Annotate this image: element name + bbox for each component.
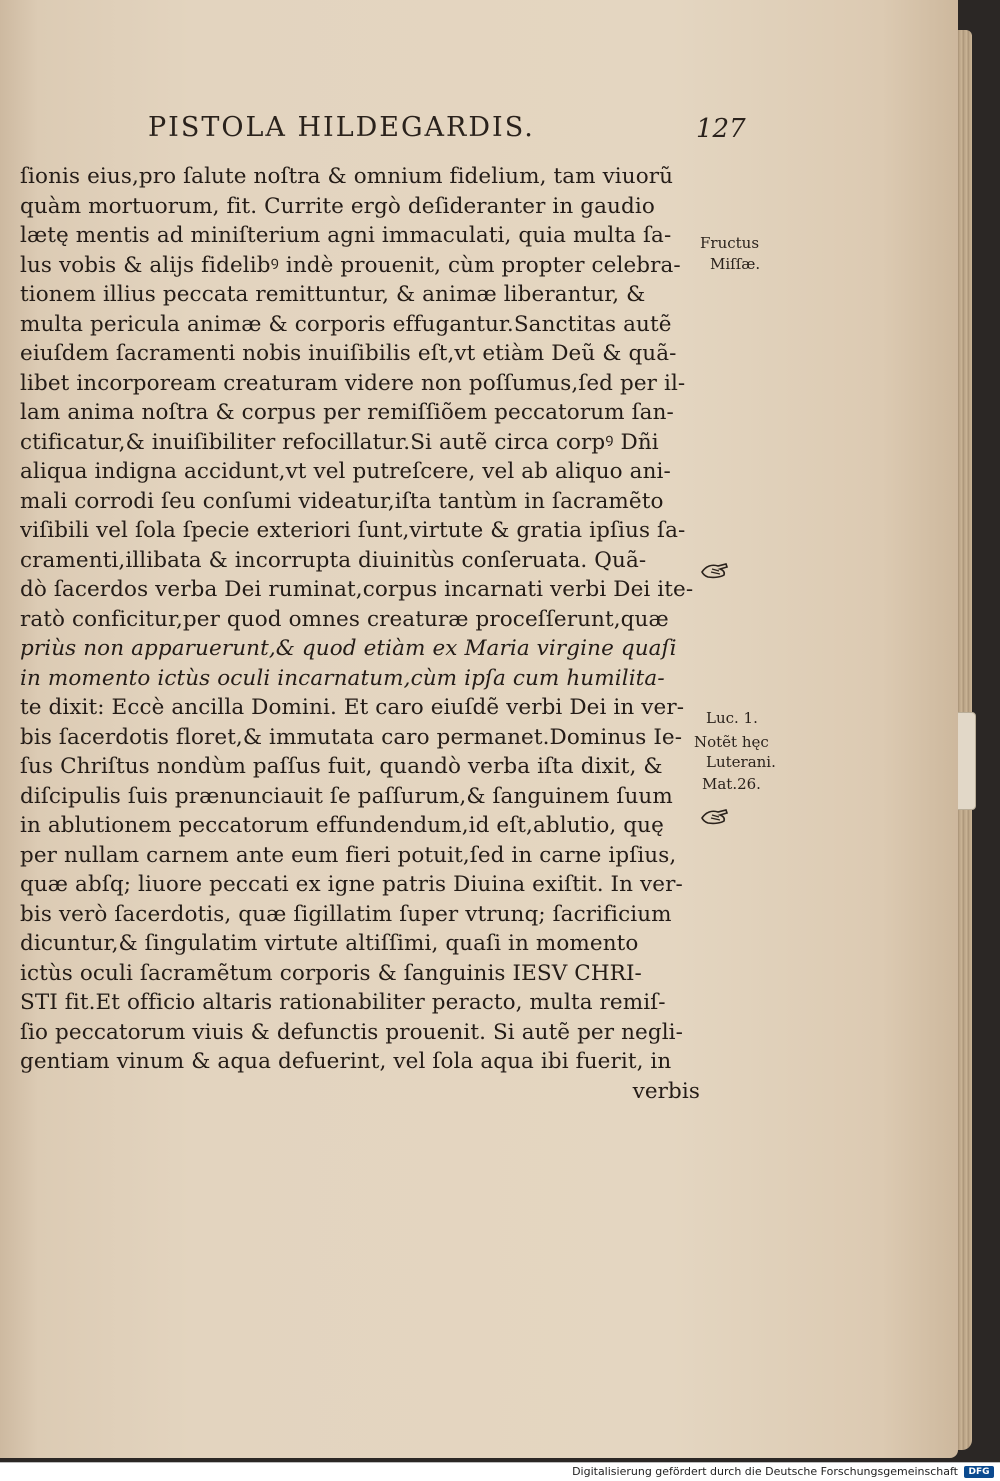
text-line: STI fit.Et officio altaris rationabiliter peracto, multa remiſ- xyxy=(20,990,666,1015)
dfg-logo: DFG xyxy=(964,1466,994,1478)
margin-note-fructus: Fructus xyxy=(700,234,760,252)
text-line: ictùs oculi ſacramẽtum corporis & ſanguinis IESV CHRI- xyxy=(20,960,642,986)
manicule-icon xyxy=(700,560,730,582)
text-line: multa pericula animæ & corporis effugantur.Sanctitas autẽ xyxy=(20,311,672,337)
text-line: aliqua indigna accidunt,vt vel putreſcere, vel ab aliquo ani- xyxy=(20,459,671,484)
text-line: gentiam vinum & aqua defuerint, vel ſola aqua ibi fuerit, in xyxy=(20,1049,672,1074)
margin-note-luc: Luc. 1. xyxy=(706,709,758,727)
catchword: verbis xyxy=(632,1078,700,1104)
text-line: eiuſdem ſacramenti nobis inuiſibilis eſt,vt etiàm Deũ & quã- xyxy=(20,341,677,366)
text-line: ratò conficitur,per quod omnes creaturæ proceſſerunt,quæ xyxy=(20,606,669,632)
page-number: 127 xyxy=(696,114,746,144)
text-line: lætę mentis ad miniſterium agni immaculati, quia multa ſa- xyxy=(20,223,672,248)
text-line: in momento ictùs oculi incarnatum,cùm ipſa cum humilita- xyxy=(20,665,665,691)
text-line: bis verò ſacerdotis, quæ ſigillatim ſuper vtrunq; ſacrificium xyxy=(20,901,672,927)
text-line: ſio peccatorum viuis & defunctis prouenit. Si autẽ per negli- xyxy=(20,1019,684,1045)
text-line: cramenti,illibata & incorrupta diuinitùs conſeruata. Quã- xyxy=(20,547,647,573)
text-line: te dixit: Eccè ancilla Domini. Et caro eiuſdẽ verbi Dei in ver- xyxy=(20,695,685,720)
text-line: quæ abſq; liuore peccati ex igne patris Diuina exiſtit. In ver- xyxy=(20,872,683,897)
text-line: mali corrodi ſeu conſumi videatur,iſta tantùm in ſacramẽto xyxy=(20,488,664,514)
text-line: dò ſacerdos verba Dei ruminat,corpus incarnati verbi Dei ite- xyxy=(20,577,694,602)
funding-credit: Digitalisierung gefördert durch die Deutsche Forschungsgemeinschaft xyxy=(572,1465,958,1478)
text-line: priùs non apparuerunt,& quod etiàm ex Maria virgine quaſi xyxy=(20,636,677,661)
text-line: in ablutionem peccatorum effundendum,id eſt,ablutio, quę xyxy=(20,813,664,838)
body-text xyxy=(20,162,700,1106)
text-line: ſus Chriſtus nondùm paſſus fuit, quandò verba iſta dixit, & xyxy=(20,754,663,779)
text-line: viſibili vel ſola ſpecie exteriori ſunt,virtute & gratia ipſius ſa- xyxy=(20,518,686,543)
text-line: libet incorpoream creaturam videre non poſſumus,ſed per il- xyxy=(20,370,686,396)
text-line: ſionis eius,pro ſalute noſtra & omnium fidelium, tam viuorũ xyxy=(20,164,674,189)
manicule-icon xyxy=(700,806,730,828)
text-line: lam anima noſtra & corpus per remiſſiõem peccatorum ſan- xyxy=(20,400,674,425)
margin-note-missae: Miſſæ. xyxy=(710,255,761,273)
margin-note-notet: Notẽt hęc xyxy=(694,733,769,751)
text-line: diſcipulis ſuis prænunciauit ſe paſſurum,& ſanguinem ſuum xyxy=(20,783,673,809)
text-line: per nullam carnem ante eum fieri potuit,ſed in carne ipſius, xyxy=(20,842,677,868)
text-line: quàm mortuorum, fit. Currite ergò deſideranter in gaudio xyxy=(20,193,655,219)
text-line: dicuntur,& ſingulatim virtute altiſſimi, quaſi in momento xyxy=(20,931,639,956)
text-line: tionem illius peccata remittuntur, & animæ liberantur, & xyxy=(20,282,646,307)
margin-note-mat: Mat.26. xyxy=(702,775,761,793)
running-title: PISTOLA HILDEGARDIS. xyxy=(148,112,535,143)
footer-bar xyxy=(0,1462,1000,1481)
margin-note-luterani: Luterani. xyxy=(706,753,776,771)
text-line: lus vobis & alijs fidelibꝰ indè prouenit, cùm propter celebra- xyxy=(20,252,681,278)
text-line: ctificatur,& inuiſibiliter refocillatur.Si autẽ circa corpꝰ Dñi xyxy=(20,429,659,455)
text-line: bis ſacerdotis floret,& immutata caro permanet.Dominus Ie- xyxy=(20,724,683,750)
